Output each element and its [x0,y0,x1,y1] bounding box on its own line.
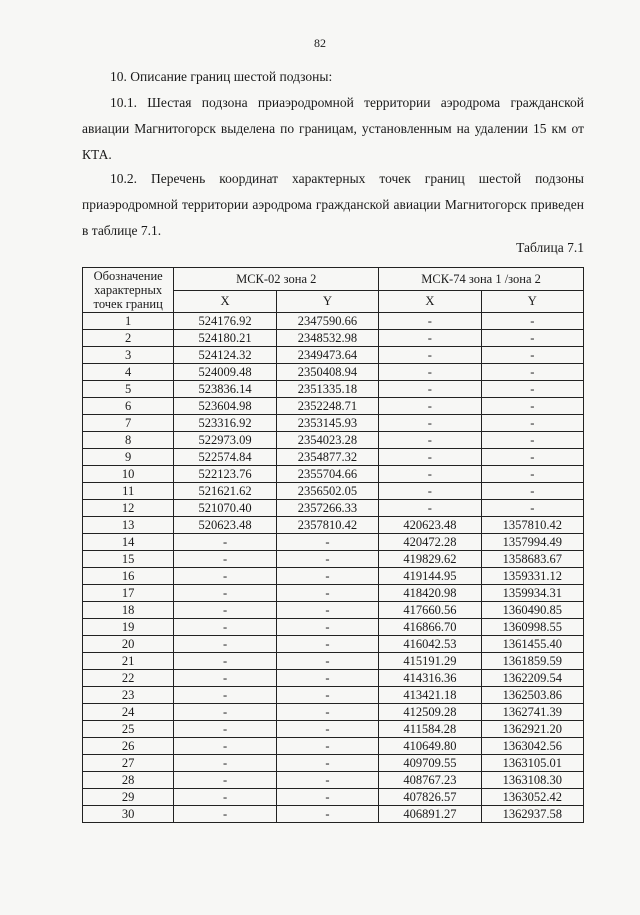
point-number-cell: 11 [83,483,174,500]
msk74-x-cell: 420623.48 [379,517,481,534]
paragraph-10-1: 10.1. Шестая подзона приаэродромной территории аэродрома гражданской авиации Магнитогорск выделена по границам, установленным на удалении 15 км от КТА. [82,95,584,162]
table-row [83,568,584,585]
msk02-y-cell: 2354023.28 [276,432,378,449]
msk02-y-cell: - [276,534,378,551]
msk74-y-cell: - [481,330,583,347]
msk74-y-cell: 1363105.01 [481,755,583,772]
point-number-cell: 7 [83,415,174,432]
msk74-y-cell: - [481,483,583,500]
msk02-x-cell: 523836.14 [174,381,276,398]
msk74-y-cell: - [481,500,583,517]
table-caption: Таблица 7.1 [516,240,584,255]
point-number-cell: 30 [83,806,174,823]
msk02-y-cell: - [276,551,378,568]
point-number-cell: 8 [83,432,174,449]
point-number-cell: 26 [83,738,174,755]
msk74-x-cell: 419829.62 [379,551,481,568]
msk74-x-cell: 410649.80 [379,738,481,755]
msk02-y-cell: - [276,806,378,823]
msk02-x-cell: 523316.92 [174,415,276,432]
msk74-x-cell: 419144.95 [379,568,481,585]
msk74-y-cell: 1363052.42 [481,789,583,806]
msk02-x-cell: - [174,738,276,755]
page-number: 82 [314,36,326,50]
msk74-y-cell: - [481,432,583,449]
msk02-y-cell: - [276,585,378,602]
msk74-x-cell: 406891.27 [379,806,481,823]
point-number-cell: 9 [83,449,174,466]
msk02-x-cell: 524124.32 [174,347,276,364]
table-row [83,466,584,483]
point-number-cell: 23 [83,687,174,704]
msk02-y-cell: - [276,670,378,687]
msk02-y-cell: 2350408.94 [276,364,378,381]
point-number-cell: 12 [83,500,174,517]
msk74-y-cell: - [481,381,583,398]
msk74-y-cell: 1363108.30 [481,772,583,789]
table-row [83,415,584,432]
table-row [83,687,584,704]
msk02-y-cell: - [276,619,378,636]
msk74-x-cell: 412509.28 [379,704,481,721]
msk74-x-cell: 408767.23 [379,772,481,789]
table-row [83,330,584,347]
msk02-x-cell: - [174,585,276,602]
msk02-x-cell: - [174,789,276,806]
table-header-row [83,268,584,291]
msk02-y-cell: - [276,755,378,772]
msk74-y-cell: - [481,466,583,483]
table-row [83,738,584,755]
point-number-cell: 25 [83,721,174,738]
table-row [83,772,584,789]
msk02-x-cell: - [174,636,276,653]
point-number-cell: 24 [83,704,174,721]
msk02-x-cell: 524180.21 [174,330,276,347]
msk02-y-cell: 2357810.42 [276,517,378,534]
msk02-y-cell: 2356502.05 [276,483,378,500]
msk02-x-cell: - [174,568,276,585]
msk74-x-cell: - [379,398,481,415]
msk74-x-cell: 418420.98 [379,585,481,602]
msk02-x-cell: 521621.62 [174,483,276,500]
table-row [83,636,584,653]
msk74-y-cell: - [481,398,583,415]
msk02-y-cell: - [276,602,378,619]
point-number-cell: 20 [83,636,174,653]
msk74-y-cell: 1361455.40 [481,636,583,653]
msk74-x-cell: - [379,449,481,466]
table-row [83,517,584,534]
msk02-y-cell: - [276,789,378,806]
table-row [83,398,584,415]
table-row [83,483,584,500]
msk02-x-cell: - [174,755,276,772]
msk02-y-cell: 2351335.18 [276,381,378,398]
point-number-cell: 15 [83,551,174,568]
msk74-x-cell: 414316.36 [379,670,481,687]
msk02-x-cell: 524176.92 [174,313,276,330]
table-row [83,347,584,364]
point-number-cell: 6 [83,398,174,415]
paragraph-10-2: 10.2. Перечень координат характерных точек границ шестой подзоны приаэродромной территории аэродрома гражданской авиации Магнитогорск приведен в таблице 7.1. [82,171,584,238]
table-row [83,653,584,670]
msk74-y-cell: 1362209.54 [481,670,583,687]
msk74-x-cell: - [379,330,481,347]
msk02-y-cell: 2357266.33 [276,500,378,517]
msk74-x-cell: 407826.57 [379,789,481,806]
msk74-y-cell: - [481,449,583,466]
header-msk74-y: Y [481,290,583,313]
table-row [83,704,584,721]
msk02-y-cell: 2349473.64 [276,347,378,364]
point-number-cell: 27 [83,755,174,772]
msk74-x-cell: - [379,364,481,381]
msk74-y-cell: - [481,415,583,432]
msk02-x-cell: - [174,551,276,568]
msk02-x-cell: 522973.09 [174,432,276,449]
msk02-x-cell: - [174,653,276,670]
msk74-x-cell: 417660.56 [379,602,481,619]
msk74-y-cell: 1362937.58 [481,806,583,823]
msk02-y-cell: - [276,704,378,721]
msk74-x-cell: - [379,483,481,500]
point-number-cell: 10 [83,466,174,483]
table-row [83,806,584,823]
msk74-y-cell: 1359331.12 [481,568,583,585]
msk02-x-cell: - [174,670,276,687]
msk74-x-cell: - [379,432,481,449]
msk02-y-cell: - [276,687,378,704]
point-number-cell: 1 [83,313,174,330]
msk74-y-cell: 1362503.86 [481,687,583,704]
msk74-y-cell: 1361859.59 [481,653,583,670]
msk74-x-cell: 415191.29 [379,653,481,670]
msk74-x-cell: - [379,381,481,398]
table-row [83,449,584,466]
table-body [83,313,584,823]
msk74-y-cell: 1363042.56 [481,738,583,755]
point-number-cell: 16 [83,568,174,585]
msk02-x-cell: - [174,806,276,823]
msk02-x-cell: 520623.48 [174,517,276,534]
header-msk74: МСК-74 зона 1 /зона 2 [379,268,584,291]
point-number-cell: 4 [83,364,174,381]
table-row [83,585,584,602]
point-number-cell: 29 [83,789,174,806]
msk02-x-cell: 521070.40 [174,500,276,517]
msk74-y-cell: 1357994.49 [481,534,583,551]
msk02-x-cell: - [174,619,276,636]
msk02-y-cell: - [276,653,378,670]
msk02-x-cell: 524009.48 [174,364,276,381]
msk02-x-cell: 522574.84 [174,449,276,466]
msk02-y-cell: - [276,772,378,789]
table-row [83,602,584,619]
msk74-x-cell: 409709.55 [379,755,481,772]
table-row [83,364,584,381]
table-row [83,789,584,806]
msk74-x-cell: 416042.53 [379,636,481,653]
msk74-x-cell: - [379,347,481,364]
msk02-y-cell: 2348532.98 [276,330,378,347]
header-msk74-x: X [379,290,481,313]
msk74-x-cell: 416866.70 [379,619,481,636]
point-number-cell: 19 [83,619,174,636]
point-number-cell: 3 [83,347,174,364]
msk74-x-cell: - [379,415,481,432]
point-number-cell: 14 [83,534,174,551]
table-row [83,670,584,687]
table-row [83,313,584,330]
point-number-cell: 21 [83,653,174,670]
msk02-x-cell: - [174,534,276,551]
msk02-y-cell: 2354877.32 [276,449,378,466]
table-row [83,534,584,551]
header-point-designation: Обозначение характерных точек границ [83,268,174,313]
point-number-cell: 28 [83,772,174,789]
table-row [83,551,584,568]
msk74-y-cell: 1359934.31 [481,585,583,602]
msk02-y-cell: 2347590.66 [276,313,378,330]
coordinates-table [82,267,584,823]
msk02-y-cell: 2352248.71 [276,398,378,415]
msk02-x-cell: 523604.98 [174,398,276,415]
table-row [83,500,584,517]
msk74-y-cell: - [481,347,583,364]
msk02-x-cell: - [174,704,276,721]
msk74-y-cell: 1360998.55 [481,619,583,636]
msk02-y-cell: - [276,721,378,738]
table-row [83,721,584,738]
msk74-x-cell: - [379,466,481,483]
table-row [83,381,584,398]
point-number-cell: 22 [83,670,174,687]
msk02-x-cell: - [174,602,276,619]
point-number-cell: 17 [83,585,174,602]
msk74-x-cell: - [379,500,481,517]
msk74-y-cell: 1357810.42 [481,517,583,534]
msk02-x-cell: - [174,721,276,738]
section-heading: 10. Описание границ шестой подзоны: [110,69,333,84]
msk02-y-cell: - [276,738,378,755]
msk74-y-cell: 1360490.85 [481,602,583,619]
msk74-x-cell: 413421.18 [379,687,481,704]
msk74-y-cell: 1362921.20 [481,721,583,738]
header-msk02: МСК-02 зона 2 [174,268,379,291]
table-row [83,619,584,636]
msk02-y-cell: 2353145.93 [276,415,378,432]
msk74-x-cell: - [379,313,481,330]
header-msk02-y: Y [276,290,378,313]
msk74-y-cell: 1362741.39 [481,704,583,721]
point-number-cell: 13 [83,517,174,534]
point-number-cell: 5 [83,381,174,398]
point-number-cell: 18 [83,602,174,619]
msk02-x-cell: - [174,687,276,704]
msk74-x-cell: 411584.28 [379,721,481,738]
msk02-x-cell: - [174,772,276,789]
msk02-y-cell: - [276,568,378,585]
header-msk02-x: X [174,290,276,313]
msk02-y-cell: - [276,636,378,653]
msk02-y-cell: 2355704.66 [276,466,378,483]
table-row [83,432,584,449]
point-number-cell: 2 [83,330,174,347]
msk02-x-cell: 522123.76 [174,466,276,483]
table-row [83,755,584,772]
msk74-x-cell: 420472.28 [379,534,481,551]
msk74-y-cell: 1358683.67 [481,551,583,568]
msk74-y-cell: - [481,313,583,330]
msk74-y-cell: - [481,364,583,381]
